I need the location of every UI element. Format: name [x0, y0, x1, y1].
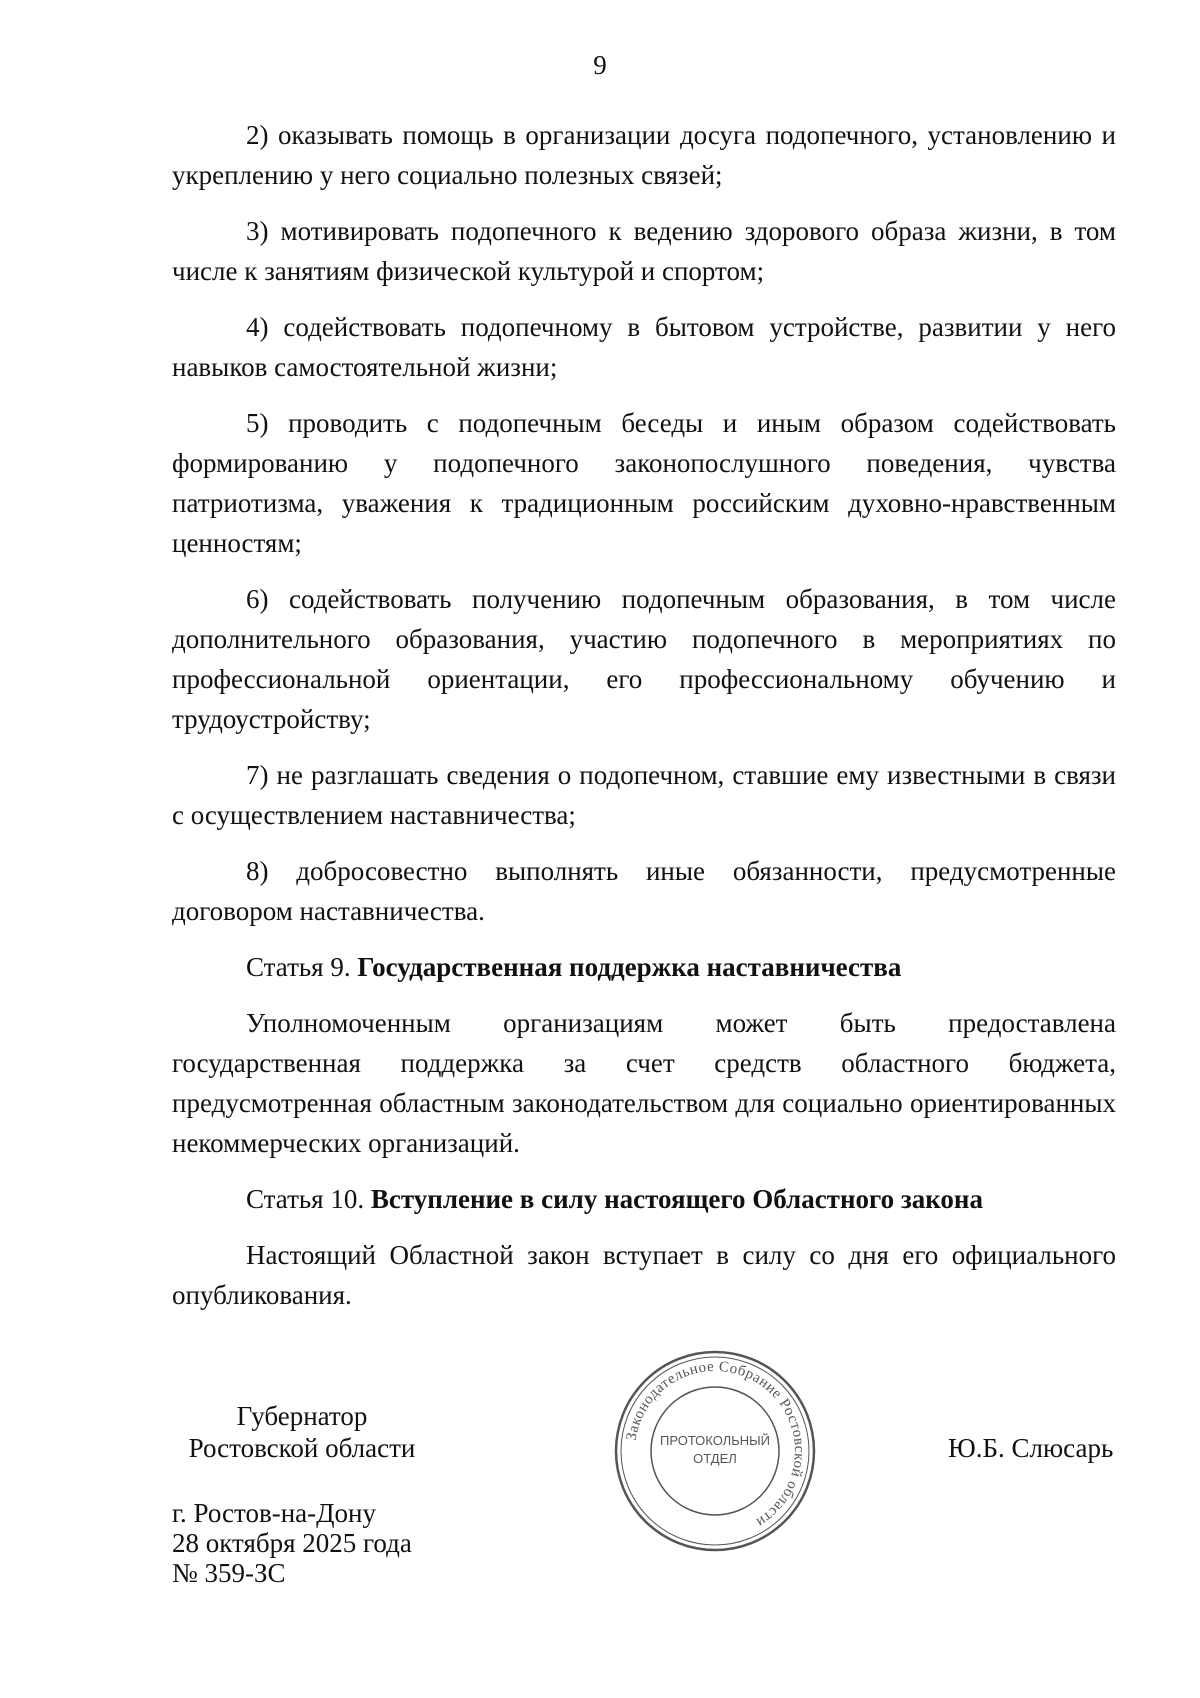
article-9-title: Государственная поддержка наставничества	[357, 952, 902, 982]
article-9-prefix: Статья 9.	[246, 952, 351, 982]
list-item-2: 2) оказывать помощь в организации досуга подопечного, установлению и укреплению у него социально полезных связей;	[172, 120, 1116, 190]
signatory-name: Ю.Б. Слюсарь	[948, 1433, 1114, 1463]
document-requisites	[172, 1498, 412, 1588]
stamp-ring-text: Законодательное Собрание Ростовской области	[623, 1358, 808, 1531]
signatory-position-line1: Губернатор	[236, 1401, 368, 1431]
stamp-center-line2: ОТДЕЛ	[693, 1451, 737, 1466]
signatory-position-line2: Ростовской области	[188, 1433, 416, 1463]
date: 28 октября 2025 года	[172, 1528, 412, 1558]
article-9-heading	[172, 947, 1116, 987]
article-10-title: Вступление в силу настоящего Областного закона	[370, 1184, 983, 1214]
list-item-5: 5) проводить с подопечным беседы и иным образом содействовать формированию у подопечного законопослушного поведения, чувства патриотизма, уважения к традиционным российским духовно-нравственным ценностям;	[172, 408, 1116, 558]
article-9-text: Уполномоченным организациям может быть предоставлена государственная поддержка за счет средств областного бюджета, предусмотренная областным законодательством для социально ориентированных некоммерческих организаций.	[172, 1008, 1116, 1158]
official-stamp	[612, 1348, 818, 1554]
list-item-4: 4) содействовать подопечному в бытовом устройстве, развитии у него навыков самостоятельной жизни;	[172, 312, 1116, 382]
stamp-center-line1: ПРОТОКОЛЬНЫЙ	[659, 1433, 771, 1448]
list-item-3: 3) мотивировать подопечного к ведению здорового образа жизни, в том числе к занятиям физической культурой и спортом;	[172, 216, 1116, 286]
document-body	[172, 115, 1116, 1331]
page-number: 9	[593, 50, 607, 80]
place: г. Ростов-на-Дону	[172, 1498, 377, 1528]
document-number: № 359-ЗС	[172, 1558, 286, 1588]
signatory-position	[172, 1400, 432, 1464]
article-10-prefix: Статья 10.	[246, 1184, 365, 1214]
list-item-8: 8) добросовестно выполнять иные обязанности, предусмотренные договором наставничества.	[172, 856, 1116, 926]
list-item-6: 6) содействовать получению подопечным образования, в том числе дополнительного образования, участию подопечного в мероприятиях по профессиональной ориентации, его профессиональному обучению и трудоустройству;	[172, 584, 1116, 734]
article-10-text: Настоящий Областной закон вступает в силу со дня его официального опубликования.	[172, 1240, 1116, 1310]
list-item-7: 7) не разглашать сведения о подопечном, ставшие ему известными в связи с осуществлением наставничества;	[172, 760, 1116, 830]
article-10-heading	[172, 1179, 1116, 1219]
